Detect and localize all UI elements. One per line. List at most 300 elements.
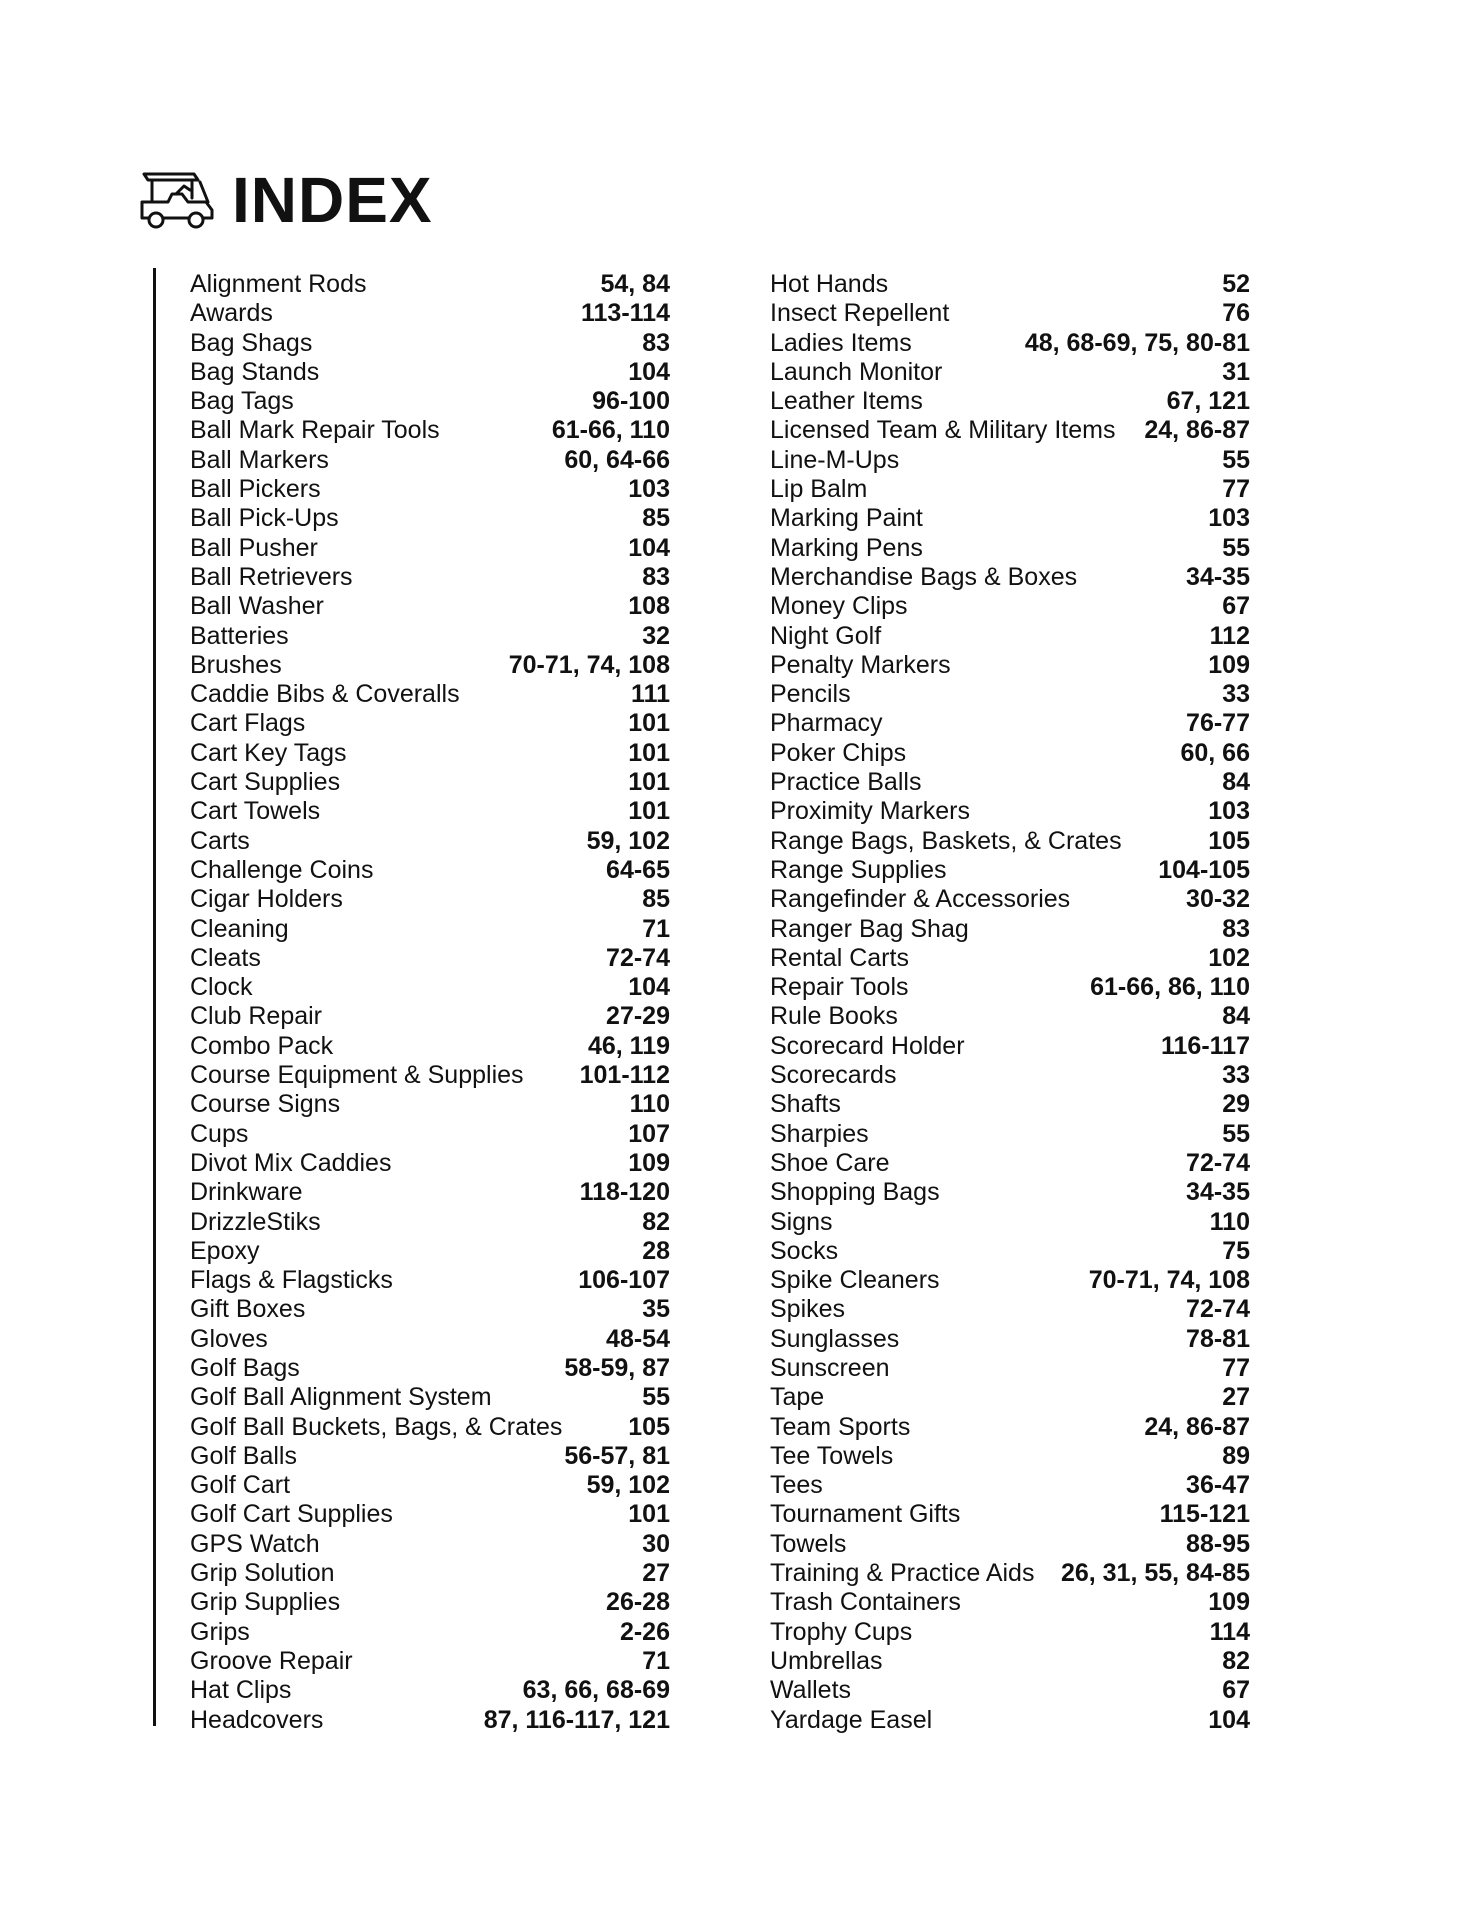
entry-label: Wallets bbox=[770, 1676, 852, 1705]
entry-label: Rangefinder & Accessories bbox=[770, 885, 1071, 914]
entry-pages: 103 bbox=[1208, 504, 1250, 533]
vertical-divider bbox=[153, 268, 156, 1726]
entry-pages: 77 bbox=[1222, 1353, 1250, 1382]
entry-label: Marking Paint bbox=[770, 504, 923, 533]
entry-pages: 77 bbox=[1222, 475, 1250, 504]
index-entry bbox=[190, 827, 670, 856]
entry-label: Ball Mark Repair Tools bbox=[190, 416, 440, 445]
index-entry bbox=[770, 651, 1250, 680]
index-entry bbox=[190, 563, 670, 592]
entry-pages: 36-47 bbox=[1186, 1471, 1250, 1500]
entry-label: Marking Pens bbox=[770, 533, 923, 562]
entry-label: Trash Containers bbox=[770, 1588, 961, 1617]
entry-pages: 118-120 bbox=[579, 1178, 670, 1207]
index-entry bbox=[770, 329, 1250, 358]
entry-pages: 105 bbox=[1208, 826, 1250, 855]
index-entry bbox=[190, 1002, 670, 1031]
entry-label: Brushes bbox=[190, 650, 282, 679]
entry-pages: 32 bbox=[642, 621, 670, 650]
entry-label: Sunglasses bbox=[770, 1324, 900, 1353]
index-entry bbox=[190, 358, 670, 387]
entry-label: Cart Supplies bbox=[190, 768, 341, 797]
entry-pages: 101 bbox=[628, 1500, 670, 1529]
entry-label: Cups bbox=[190, 1119, 249, 1148]
entry-pages: 113-114 bbox=[581, 299, 670, 328]
index-entry bbox=[190, 1471, 670, 1500]
entry-label: Drinkware bbox=[190, 1178, 303, 1207]
index-entry bbox=[190, 1442, 670, 1471]
entry-label: Night Golf bbox=[770, 621, 882, 650]
entry-label: Rule Books bbox=[770, 1002, 898, 1031]
entry-pages: 27-29 bbox=[606, 1002, 670, 1031]
index-column-right bbox=[770, 270, 1250, 1735]
entry-label: Golf Cart bbox=[190, 1471, 291, 1500]
index-entry bbox=[770, 1149, 1250, 1178]
entry-label: Bag Tags bbox=[190, 387, 294, 416]
entry-pages: 64-65 bbox=[606, 855, 670, 884]
entry-label: Golf Ball Buckets, Bags, & Crates bbox=[190, 1412, 563, 1441]
index-entry bbox=[770, 387, 1250, 416]
entry-label: Bag Shags bbox=[190, 328, 313, 357]
index-entry bbox=[770, 1471, 1250, 1500]
entry-label: Caddie Bibs & Coveralls bbox=[190, 680, 460, 709]
entry-label: Proximity Markers bbox=[770, 797, 971, 826]
entry-pages: 76 bbox=[1222, 299, 1250, 328]
entry-label: Shoe Care bbox=[770, 1148, 890, 1177]
entry-pages: 75 bbox=[1222, 1236, 1250, 1265]
entry-pages: 78-81 bbox=[1186, 1324, 1250, 1353]
index-entry bbox=[770, 1032, 1250, 1061]
index-entry bbox=[770, 1266, 1250, 1295]
index-entry bbox=[190, 1588, 670, 1617]
entry-label: Divot Mix Caddies bbox=[190, 1148, 392, 1177]
index-entry bbox=[770, 1237, 1250, 1266]
entry-pages: 83 bbox=[642, 562, 670, 591]
entry-pages: 30-32 bbox=[1186, 885, 1250, 914]
index-entry bbox=[190, 1500, 670, 1529]
index-entry bbox=[770, 1559, 1250, 1588]
entry-pages: 71 bbox=[642, 914, 670, 943]
entry-pages: 87, 116-117, 121 bbox=[483, 1705, 670, 1734]
entry-label: Tee Towels bbox=[770, 1441, 894, 1470]
index-entry bbox=[190, 973, 670, 1002]
index-entry bbox=[770, 944, 1250, 973]
index-entry bbox=[770, 475, 1250, 504]
entry-pages: 46, 119 bbox=[587, 1031, 670, 1060]
entry-pages: 109 bbox=[1208, 650, 1250, 679]
entry-pages: 58-59, 87 bbox=[564, 1353, 670, 1382]
entry-pages: 101 bbox=[628, 768, 670, 797]
index-entry bbox=[770, 1002, 1250, 1031]
entry-label: Tape bbox=[770, 1383, 825, 1412]
entry-pages: 109 bbox=[1208, 1588, 1250, 1617]
entry-label: Bag Stands bbox=[190, 357, 320, 386]
entry-pages: 109 bbox=[628, 1148, 670, 1177]
entry-label: Ranger Bag Shag bbox=[770, 914, 969, 943]
entry-pages: 72-74 bbox=[1186, 1148, 1250, 1177]
entry-label: Gloves bbox=[190, 1324, 268, 1353]
entry-label: Shafts bbox=[770, 1090, 841, 1119]
index-entry bbox=[770, 680, 1250, 709]
index-entry bbox=[770, 1618, 1250, 1647]
entry-pages: 70-71, 74, 108 bbox=[1088, 1266, 1250, 1295]
entry-label: Cleats bbox=[190, 943, 261, 972]
entry-label: Lip Balm bbox=[770, 475, 868, 504]
entry-pages: 61-66, 86, 110 bbox=[1090, 973, 1250, 1002]
index-entry bbox=[770, 1442, 1250, 1471]
entry-label: Sunscreen bbox=[770, 1353, 890, 1382]
entry-pages: 89 bbox=[1222, 1441, 1250, 1470]
entry-pages: 72-74 bbox=[606, 943, 670, 972]
entry-label: Merchandise Bags & Boxes bbox=[770, 562, 1078, 591]
entry-label: Combo Pack bbox=[190, 1031, 334, 1060]
entry-label: Tees bbox=[770, 1471, 823, 1500]
index-entry bbox=[770, 358, 1250, 387]
entry-pages: 70-71, 74, 108 bbox=[508, 650, 670, 679]
index-entry bbox=[770, 1588, 1250, 1617]
index-entry bbox=[190, 1676, 670, 1705]
index-entry bbox=[770, 563, 1250, 592]
index-entry bbox=[770, 1413, 1250, 1442]
entry-pages: 104 bbox=[1208, 1705, 1250, 1734]
entry-pages: 55 bbox=[642, 1383, 670, 1412]
entry-pages: 31 bbox=[1222, 357, 1250, 386]
page-title: INDEX bbox=[232, 164, 433, 236]
entry-pages: 71 bbox=[642, 1646, 670, 1675]
entry-label: Gift Boxes bbox=[190, 1295, 306, 1324]
index-entry bbox=[770, 534, 1250, 563]
entry-label: Launch Monitor bbox=[770, 357, 943, 386]
entry-pages: 63, 66, 68-69 bbox=[522, 1676, 670, 1705]
index-entry bbox=[190, 1149, 670, 1178]
entry-pages: 104 bbox=[628, 973, 670, 1002]
entry-pages: 29 bbox=[1222, 1090, 1250, 1119]
index-entry bbox=[190, 885, 670, 914]
entry-label: Ball Pusher bbox=[190, 533, 318, 562]
entry-pages: 61-66, 110 bbox=[551, 416, 670, 445]
entry-pages: 27 bbox=[642, 1559, 670, 1588]
entry-label: Groove Repair bbox=[190, 1646, 353, 1675]
entry-pages: 82 bbox=[642, 1207, 670, 1236]
index-entry bbox=[770, 973, 1250, 1002]
entry-pages: 56-57, 81 bbox=[564, 1441, 670, 1470]
entry-label: Poker Chips bbox=[770, 738, 907, 767]
entry-pages: 60, 66 bbox=[1180, 738, 1250, 767]
index-entry bbox=[190, 1090, 670, 1119]
entry-pages: 67, 121 bbox=[1166, 387, 1250, 416]
index-entry bbox=[190, 1706, 670, 1735]
entry-pages: 96-100 bbox=[592, 387, 670, 416]
index-entry bbox=[770, 1295, 1250, 1324]
entry-pages: 104-105 bbox=[1158, 855, 1250, 884]
entry-label: Ball Washer bbox=[190, 592, 324, 621]
index-entry bbox=[770, 739, 1250, 768]
index-entry bbox=[770, 1530, 1250, 1559]
index-entry bbox=[770, 885, 1250, 914]
entry-label: Ball Pickers bbox=[190, 475, 321, 504]
entry-label: Money Clips bbox=[770, 592, 908, 621]
entry-pages: 83 bbox=[1222, 914, 1250, 943]
index-entry bbox=[770, 768, 1250, 797]
entry-label: DrizzleStiks bbox=[190, 1207, 321, 1236]
entry-label: Flags & Flagsticks bbox=[190, 1266, 393, 1295]
index-entry bbox=[190, 504, 670, 533]
entry-label: Cart Key Tags bbox=[190, 738, 347, 767]
entry-pages: 110 bbox=[1209, 1207, 1250, 1236]
entry-label: Hat Clips bbox=[190, 1676, 292, 1705]
index-entry bbox=[770, 856, 1250, 885]
index-entry bbox=[190, 856, 670, 885]
index-entry bbox=[770, 1325, 1250, 1354]
entry-pages: 48, 68-69, 75, 80-81 bbox=[1024, 328, 1250, 357]
entry-label: Scorecard Holder bbox=[770, 1031, 965, 1060]
entry-pages: 59, 102 bbox=[586, 826, 670, 855]
entry-pages: 55 bbox=[1222, 445, 1250, 474]
entry-label: Range Bags, Baskets, & Crates bbox=[770, 826, 1122, 855]
index-entry bbox=[190, 1647, 670, 1676]
entry-label: Challenge Coins bbox=[190, 855, 374, 884]
entry-label: Ball Pick-Ups bbox=[190, 504, 339, 533]
index-entry bbox=[190, 1295, 670, 1324]
entry-pages: 102 bbox=[1208, 943, 1250, 972]
entry-pages: 33 bbox=[1222, 1061, 1250, 1090]
entry-pages: 34-35 bbox=[1186, 1178, 1250, 1207]
entry-pages: 104 bbox=[628, 533, 670, 562]
entry-pages: 106-107 bbox=[578, 1266, 670, 1295]
index-entry bbox=[190, 387, 670, 416]
entry-pages: 35 bbox=[642, 1295, 670, 1324]
entry-pages: 107 bbox=[628, 1119, 670, 1148]
entry-label: Insect Repellent bbox=[770, 299, 950, 328]
entry-label: Ball Markers bbox=[190, 445, 329, 474]
entry-label: Golf Bags bbox=[190, 1353, 300, 1382]
entry-pages: 111 bbox=[631, 680, 670, 709]
index-entry bbox=[770, 1120, 1250, 1149]
index-entry bbox=[770, 1354, 1250, 1383]
entry-pages: 105 bbox=[628, 1412, 670, 1441]
entry-label: Spike Cleaners bbox=[770, 1266, 940, 1295]
index-entry bbox=[770, 416, 1250, 445]
entry-label: Epoxy bbox=[190, 1236, 260, 1265]
entry-label: Cart Towels bbox=[190, 797, 321, 826]
index-entry bbox=[190, 1325, 670, 1354]
entry-label: Pharmacy bbox=[770, 709, 883, 738]
entry-label: Course Equipment & Supplies bbox=[190, 1061, 524, 1090]
entry-label: Team Sports bbox=[770, 1412, 911, 1441]
index-entry bbox=[770, 1676, 1250, 1705]
index-entry bbox=[190, 1618, 670, 1647]
index-entry bbox=[770, 622, 1250, 651]
entry-label: Grip Solution bbox=[190, 1559, 335, 1588]
entry-pages: 24, 86-87 bbox=[1144, 416, 1250, 445]
index-entry bbox=[190, 1530, 670, 1559]
entry-pages: 33 bbox=[1222, 680, 1250, 709]
index-entry bbox=[190, 680, 670, 709]
entry-label: Range Supplies bbox=[770, 855, 947, 884]
index-entry bbox=[770, 1383, 1250, 1412]
entry-label: Course Signs bbox=[190, 1090, 341, 1119]
entry-pages: 101 bbox=[628, 797, 670, 826]
entry-pages: 26, 31, 55, 84-85 bbox=[1060, 1559, 1250, 1588]
entry-label: Cart Flags bbox=[190, 709, 306, 738]
entry-label: Batteries bbox=[190, 621, 289, 650]
index-column-left bbox=[190, 270, 670, 1735]
index-entry bbox=[190, 651, 670, 680]
entry-pages: 24, 86-87 bbox=[1144, 1412, 1250, 1441]
index-entry bbox=[770, 915, 1250, 944]
index-entry bbox=[190, 1413, 670, 1442]
entry-pages: 76-77 bbox=[1186, 709, 1250, 738]
index-entry bbox=[190, 709, 670, 738]
entry-pages: 83 bbox=[642, 328, 670, 357]
entry-label: Training & Practice Aids bbox=[770, 1559, 1035, 1588]
entry-pages: 55 bbox=[1222, 533, 1250, 562]
index-entry bbox=[190, 1178, 670, 1207]
index-entry bbox=[770, 1500, 1250, 1529]
entry-pages: 112 bbox=[1209, 621, 1250, 650]
page-header bbox=[138, 164, 433, 236]
entry-label: GPS Watch bbox=[190, 1529, 320, 1558]
entry-pages: 88-95 bbox=[1186, 1529, 1250, 1558]
entry-pages: 72-74 bbox=[1186, 1295, 1250, 1324]
index-entry bbox=[190, 1266, 670, 1295]
entry-pages: 108 bbox=[628, 592, 670, 621]
entry-label: Repair Tools bbox=[770, 973, 909, 1002]
entry-label: Headcovers bbox=[190, 1705, 324, 1734]
entry-pages: 103 bbox=[628, 475, 670, 504]
index-entry bbox=[770, 709, 1250, 738]
index-entry bbox=[770, 1090, 1250, 1119]
entry-label: Licensed Team & Military Items bbox=[770, 416, 1116, 445]
entry-pages: 84 bbox=[1222, 1002, 1250, 1031]
entry-label: Grip Supplies bbox=[190, 1588, 341, 1617]
index-entry bbox=[770, 797, 1250, 826]
entry-pages: 60, 64-66 bbox=[564, 445, 670, 474]
index-entry bbox=[190, 299, 670, 328]
index-entry bbox=[770, 1178, 1250, 1207]
index-entry bbox=[770, 1061, 1250, 1090]
index-entry bbox=[190, 622, 670, 651]
index-entry bbox=[190, 1237, 670, 1266]
index-entry bbox=[190, 797, 670, 826]
entry-pages: 54, 84 bbox=[600, 270, 670, 298]
index-entry bbox=[190, 475, 670, 504]
entry-pages: 114 bbox=[1209, 1617, 1250, 1646]
index-entry bbox=[770, 827, 1250, 856]
index-entry bbox=[190, 270, 670, 299]
entry-pages: 34-35 bbox=[1186, 562, 1250, 591]
entry-label: Spikes bbox=[770, 1295, 846, 1324]
entry-label: Signs bbox=[770, 1207, 833, 1236]
entry-pages: 67 bbox=[1222, 1676, 1250, 1705]
index-entry bbox=[190, 944, 670, 973]
entry-pages: 67 bbox=[1222, 592, 1250, 621]
index-entry bbox=[190, 534, 670, 563]
entry-pages: 101-112 bbox=[579, 1061, 670, 1090]
index-entry bbox=[190, 1208, 670, 1237]
entry-label: Club Repair bbox=[190, 1002, 323, 1031]
entry-pages: 85 bbox=[642, 885, 670, 914]
index-entry bbox=[770, 1208, 1250, 1237]
index-entry bbox=[770, 1647, 1250, 1676]
entry-pages: 116-117 bbox=[1161, 1031, 1250, 1060]
index-entry bbox=[190, 329, 670, 358]
entry-label: Tournament Gifts bbox=[770, 1500, 961, 1529]
entry-label: Practice Balls bbox=[770, 768, 922, 797]
entry-label: Alignment Rods bbox=[190, 270, 367, 298]
entry-pages: 101 bbox=[628, 709, 670, 738]
entry-pages: 55 bbox=[1222, 1119, 1250, 1148]
entry-pages: 26-28 bbox=[606, 1588, 670, 1617]
entry-label: Awards bbox=[190, 299, 273, 328]
entry-pages: 84 bbox=[1222, 768, 1250, 797]
entry-pages: 52 bbox=[1222, 270, 1250, 298]
entry-label: Clock bbox=[190, 973, 253, 1002]
entry-pages: 104 bbox=[628, 357, 670, 386]
index-entry bbox=[770, 299, 1250, 328]
entry-pages: 59, 102 bbox=[586, 1471, 670, 1500]
index-entry bbox=[770, 592, 1250, 621]
entry-pages: 115-121 bbox=[1159, 1500, 1250, 1529]
entry-label: Umbrellas bbox=[770, 1646, 883, 1675]
entry-label: Leather Items bbox=[770, 387, 923, 416]
entry-label: Yardage Easel bbox=[770, 1705, 933, 1734]
entry-pages: 82 bbox=[1222, 1646, 1250, 1675]
entry-label: Socks bbox=[770, 1236, 839, 1265]
entry-pages: 103 bbox=[1208, 797, 1250, 826]
entry-pages: 101 bbox=[628, 738, 670, 767]
index-entry bbox=[770, 504, 1250, 533]
entry-label: Cigar Holders bbox=[190, 885, 343, 914]
index-entry bbox=[190, 592, 670, 621]
entry-pages: 48-54 bbox=[606, 1324, 670, 1353]
entry-label: Golf Cart Supplies bbox=[190, 1500, 393, 1529]
index-entry bbox=[190, 1559, 670, 1588]
index-entry bbox=[190, 1120, 670, 1149]
index-entry bbox=[190, 1354, 670, 1383]
entry-label: Towels bbox=[770, 1529, 847, 1558]
entry-pages: 30 bbox=[642, 1529, 670, 1558]
entry-pages: 85 bbox=[642, 504, 670, 533]
entry-label: Hot Hands bbox=[770, 270, 889, 298]
entry-label: Trophy Cups bbox=[770, 1617, 913, 1646]
entry-label: Penalty Markers bbox=[770, 650, 951, 679]
index-entry bbox=[190, 1383, 670, 1412]
entry-label: Golf Balls bbox=[190, 1441, 297, 1470]
entry-label: Rental Carts bbox=[770, 943, 909, 972]
index-entry bbox=[770, 1706, 1250, 1735]
entry-label: Golf Ball Alignment System bbox=[190, 1383, 492, 1412]
entry-label: Ball Retrievers bbox=[190, 562, 353, 591]
index-entry bbox=[190, 768, 670, 797]
index-entry bbox=[190, 446, 670, 475]
index-entry bbox=[770, 446, 1250, 475]
index-entry bbox=[190, 1032, 670, 1061]
entry-pages: 27 bbox=[1222, 1383, 1250, 1412]
entry-pages: 2-26 bbox=[619, 1617, 670, 1646]
entry-label: Carts bbox=[190, 826, 250, 855]
golf-cart-icon bbox=[138, 168, 216, 232]
entry-label: Grips bbox=[190, 1617, 250, 1646]
entry-label: Pencils bbox=[770, 680, 851, 709]
entry-pages: 28 bbox=[642, 1236, 670, 1265]
index-entry bbox=[190, 739, 670, 768]
entry-label: Shopping Bags bbox=[770, 1178, 940, 1207]
entry-label: Cleaning bbox=[190, 914, 289, 943]
entry-label: Scorecards bbox=[770, 1061, 897, 1090]
index-entry bbox=[190, 416, 670, 445]
index-entry bbox=[770, 270, 1250, 299]
